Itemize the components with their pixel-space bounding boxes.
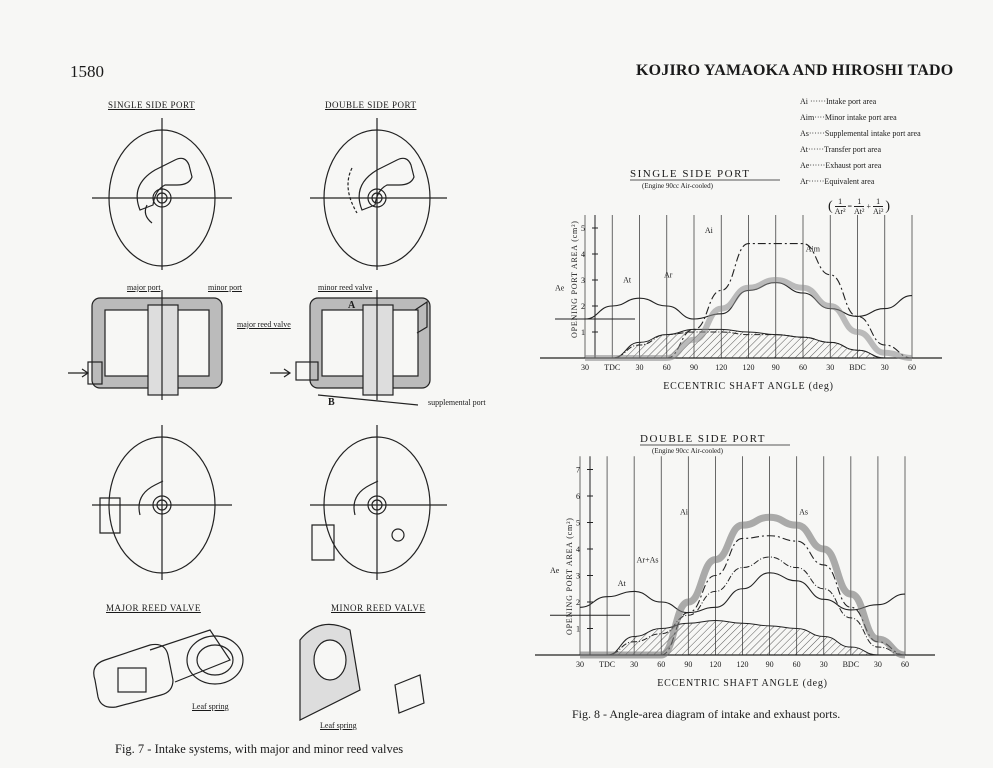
- x-tick-label: 30: [880, 363, 889, 372]
- y-tick-label: 4: [581, 250, 585, 259]
- x-tick-label: 60: [799, 363, 807, 372]
- major-port-label: major port: [127, 283, 161, 292]
- leaf-spring-label-2: Leaf spring: [320, 721, 357, 730]
- chart-title: SINGLE SIDE PORT: [630, 168, 751, 180]
- legend-item: Ae······Exhaust port area: [800, 161, 882, 170]
- double-side-port-title: DOUBLE SIDE PORT: [325, 100, 417, 110]
- minor-port-label: minor port: [208, 283, 242, 292]
- legend-item: Ar······Equivalent area: [800, 177, 875, 186]
- series-annotation: As: [799, 507, 809, 517]
- y-tick-label: 3: [576, 571, 580, 581]
- minor-reed-valve-title: MINOR REED VALVE: [331, 603, 426, 613]
- series-annotation: Ai: [680, 507, 688, 517]
- supplemental-port-label: supplemental port: [428, 398, 486, 407]
- x-tick-label: 120: [709, 660, 722, 669]
- x-tick-label: 30: [576, 660, 584, 669]
- fig7-caption: Fig. 7 - Intake systems, with major and minor reed valves: [115, 742, 404, 756]
- series-annotation: At: [617, 579, 626, 589]
- x-tick-label: 90: [771, 363, 780, 372]
- x-tick-label: 120: [736, 660, 749, 669]
- series-annotation: Ar: [664, 270, 673, 280]
- series-annotation: Ae: [550, 565, 560, 575]
- x-tick-label: 90: [690, 363, 698, 372]
- x-tick-label: 30: [630, 660, 639, 669]
- formula-t2-den: Ai²: [872, 207, 884, 216]
- y-tick-label: 5: [576, 518, 580, 528]
- x-tick-label: 120: [742, 363, 755, 372]
- x-tick-label: 60: [908, 363, 916, 372]
- point-b-label: B: [328, 397, 335, 408]
- point-a-label: A: [348, 300, 356, 311]
- formula-lhs-num: 1: [838, 197, 843, 206]
- y-axis-label: OPENING PORT AREA (cm²): [570, 220, 579, 338]
- formula-t1-num: 1: [857, 197, 862, 206]
- series-annotation: Aim: [805, 244, 820, 254]
- major-reed-valve-title: MAJOR REED VALVE: [106, 603, 201, 613]
- y-tick-label: 5: [581, 224, 585, 233]
- chart-subtitle: (Engine 90cc Air-cooled): [652, 447, 723, 455]
- y-tick-label: 1: [576, 624, 580, 634]
- page-number: 1580: [70, 62, 104, 81]
- legend-item: At······Transfer port area: [800, 145, 881, 154]
- x-tick-label: BDC: [842, 660, 860, 669]
- single-side-port-title: SINGLE SIDE PORT: [108, 100, 195, 110]
- series-annotation: At: [623, 275, 632, 285]
- x-tick-label: 60: [657, 660, 666, 669]
- x-tick-label: BDC: [849, 363, 866, 372]
- legend-item: Aim····Minor intake port area: [800, 113, 897, 122]
- x-tick-label: 60: [901, 660, 909, 669]
- x-tick-label: 60: [792, 660, 801, 669]
- x-axis-label: ECCENTRIC SHAFT ANGLE (deg): [657, 678, 828, 689]
- x-tick-label: 30: [826, 363, 835, 372]
- formula-lhs-den: Ar²: [834, 207, 846, 216]
- formula-t1-den: At²: [854, 207, 865, 216]
- chart-title: DOUBLE SIDE PORT: [640, 433, 767, 445]
- running-head: KOJIRO YAMAOKA AND HIROSHI TADO: [636, 62, 954, 79]
- y-tick-label: 4: [576, 545, 580, 554]
- x-tick-label: TDC: [599, 660, 616, 669]
- x-tick-label: 60: [662, 363, 671, 372]
- legend-item: As······Supplemental intake port area: [800, 129, 921, 138]
- x-tick-label: 30: [819, 660, 828, 669]
- minor-reed-valve-label: minor reed valve: [318, 283, 373, 292]
- x-tick-label: 30: [581, 363, 589, 372]
- x-tick-label: 30: [873, 660, 882, 669]
- y-tick-label: 1: [581, 328, 585, 337]
- y-tick-label: 6: [576, 492, 580, 501]
- x-tick-label: 90: [765, 660, 774, 669]
- x-tick-label: 90: [684, 660, 693, 669]
- x-tick-label: 120: [715, 363, 728, 372]
- y-tick-label: 3: [581, 276, 585, 285]
- y-tick-label: 2: [576, 598, 580, 607]
- leaf-spring-label-1: Leaf spring: [192, 702, 229, 711]
- series-annotation: Ae: [555, 283, 565, 293]
- major-reed-valve-label: major reed valve: [237, 320, 291, 329]
- fig8-caption: Fig. 8 - Angle-area diagram of intake and exhaust ports.: [572, 707, 841, 721]
- y-tick-label: 2: [581, 302, 585, 311]
- formula-t2-num: 1: [876, 197, 881, 206]
- y-axis-label: OPENING PORT AREA (cm²): [565, 517, 574, 635]
- series-annotation: Ar+As: [636, 555, 659, 565]
- x-axis-label: ECCENTRIC SHAFT ANGLE (deg): [663, 381, 834, 392]
- series-annotation: Ai: [704, 226, 713, 236]
- x-tick-label: TDC: [604, 363, 621, 372]
- chart-subtitle: (Engine 90cc Air-cooled): [642, 182, 713, 190]
- x-tick-label: 30: [635, 363, 644, 372]
- y-tick-label: 7: [576, 465, 580, 475]
- equivalent-area-formula: ( $\frac{1}{\text{Ar²}}$ = $\frac{1}{\text{At²}}$ + $\frac{1}{\text{Ai²}}$ ): [828, 197, 891, 216]
- legend-item: Ai ······Intake port area: [800, 97, 877, 106]
